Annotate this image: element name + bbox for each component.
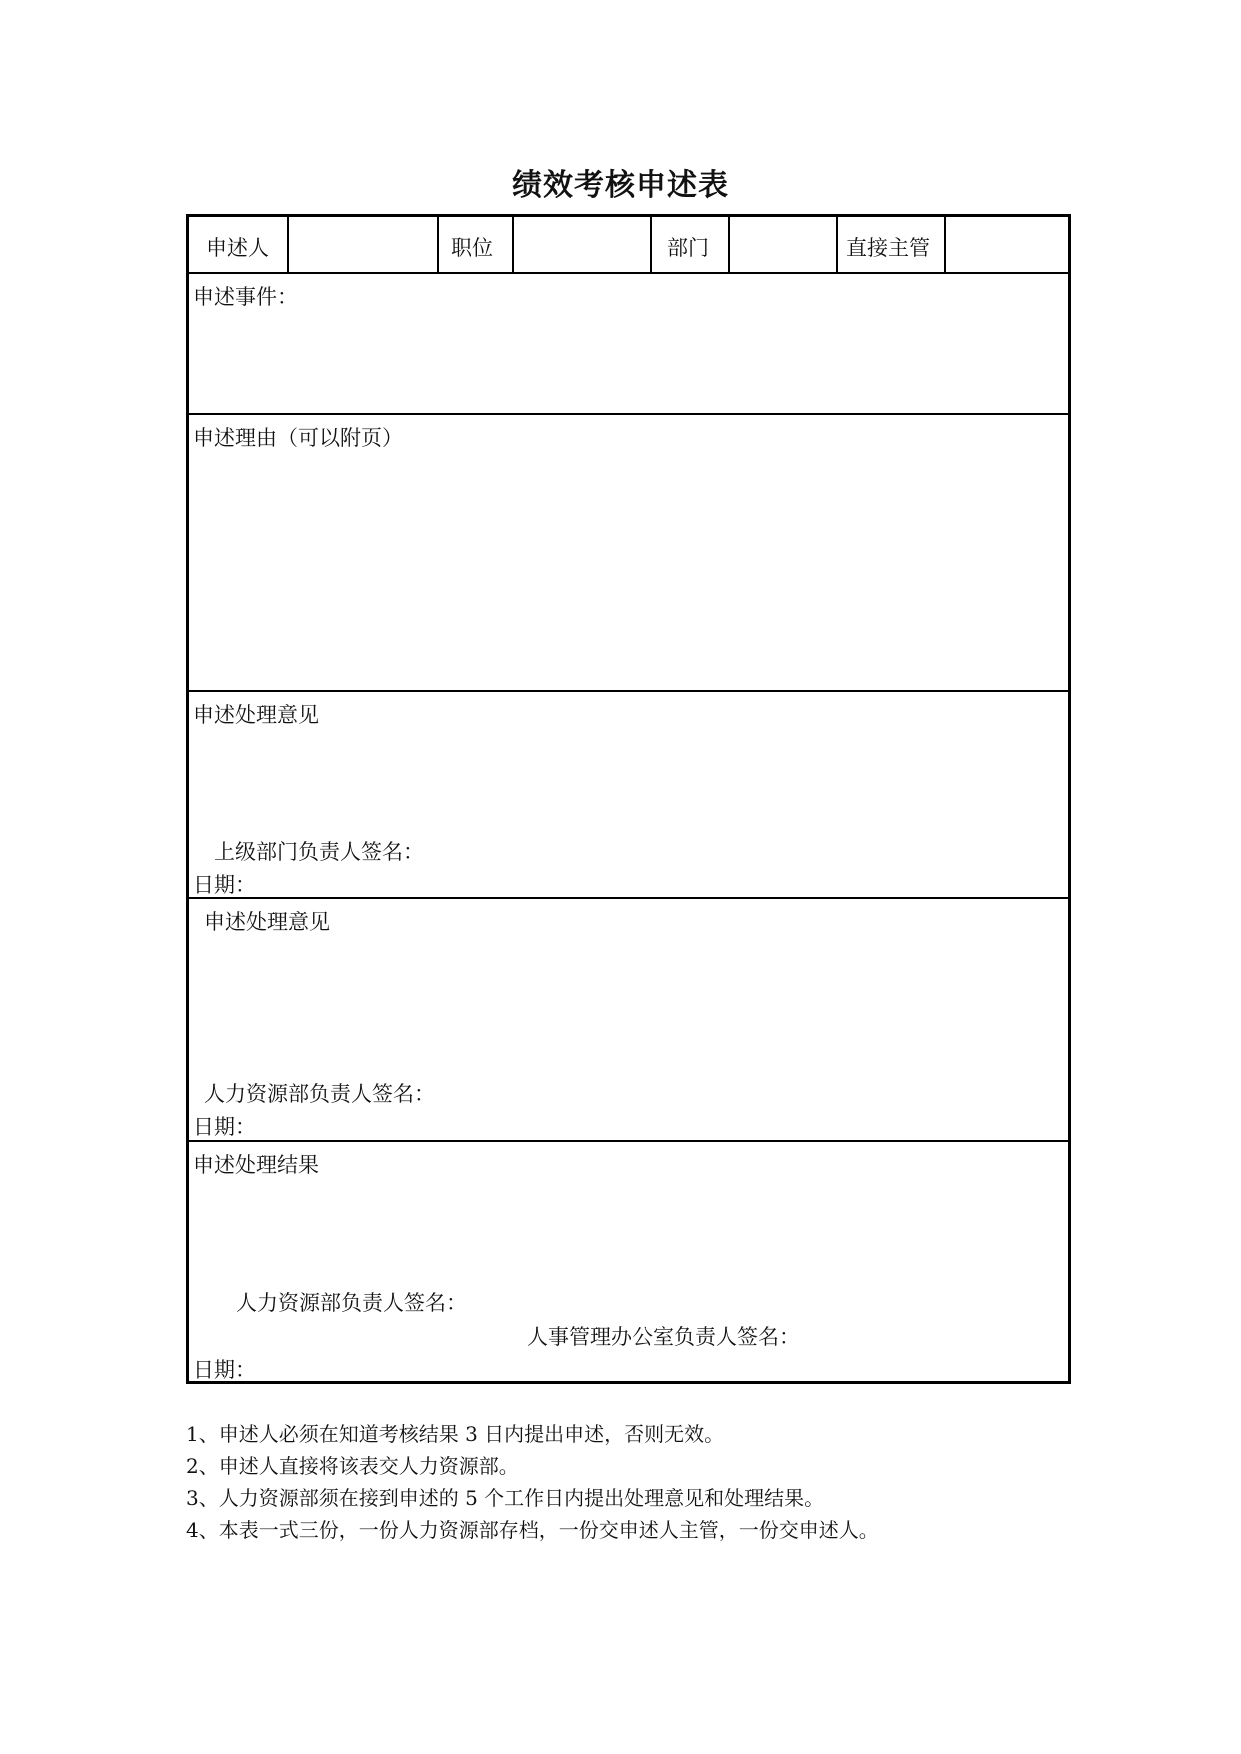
supervisor-date-label: 日期： <box>193 873 256 897</box>
header-divider <box>437 217 439 273</box>
note-item: 4、本表一式三份，一份人力资源部存档，一份交申述人主管，一份交申述人。 <box>186 1518 879 1542</box>
result-label: 申述处理结果 <box>193 1153 319 1177</box>
header-divider <box>650 217 652 273</box>
note-item: 2、申述人直接将该表交人力资源部。 <box>186 1454 519 1478</box>
supervisor-field[interactable] <box>954 232 1064 258</box>
reason-label: 申述理由（可以附页） <box>193 426 403 450</box>
row-divider <box>189 1140 1068 1142</box>
position-field[interactable] <box>522 232 642 258</box>
header-divider <box>728 217 730 273</box>
row-divider <box>189 690 1068 692</box>
note-item: 3、人力资源部须在接到申述的 5 个工作日内提出处理意见和处理结果。 <box>186 1486 825 1510</box>
supervisor-label: 直接主管 <box>846 236 930 260</box>
header-divider <box>287 217 289 273</box>
header-divider <box>836 217 838 273</box>
supervisor-signature-label: 上级部门负责人签名： <box>214 840 424 864</box>
header-divider <box>512 217 514 273</box>
row-divider <box>189 897 1068 899</box>
applicant-field[interactable] <box>297 232 429 258</box>
page-title: 绩效考核申述表 <box>512 168 729 203</box>
hr-signature-label: 人力资源部负责人签名： <box>204 1082 435 1106</box>
hr-opinion-label: 申述处理意见 <box>204 910 330 934</box>
hr-date-label: 日期： <box>193 1115 256 1139</box>
result-date-label: 日期： <box>193 1358 256 1382</box>
supervisor-opinion-label: 申述处理意见 <box>193 703 319 727</box>
applicant-label: 申述人 <box>206 236 269 260</box>
department-label: 部门 <box>667 236 709 260</box>
result-office-signature-label: 人事管理办公室负责人签名： <box>527 1325 800 1349</box>
note-item: 1、申述人必须在知道考核结果 3 日内提出申述，否则无效。 <box>186 1422 725 1446</box>
row-divider <box>189 272 1068 274</box>
appeal-form <box>186 214 1071 1384</box>
result-hr-signature-label: 人力资源部负责人签名： <box>236 1291 467 1315</box>
header-divider <box>944 217 946 273</box>
row-divider <box>189 413 1068 415</box>
department-field[interactable] <box>738 232 828 258</box>
event-label: 申述事件： <box>193 285 298 309</box>
position-label: 职位 <box>451 236 493 260</box>
